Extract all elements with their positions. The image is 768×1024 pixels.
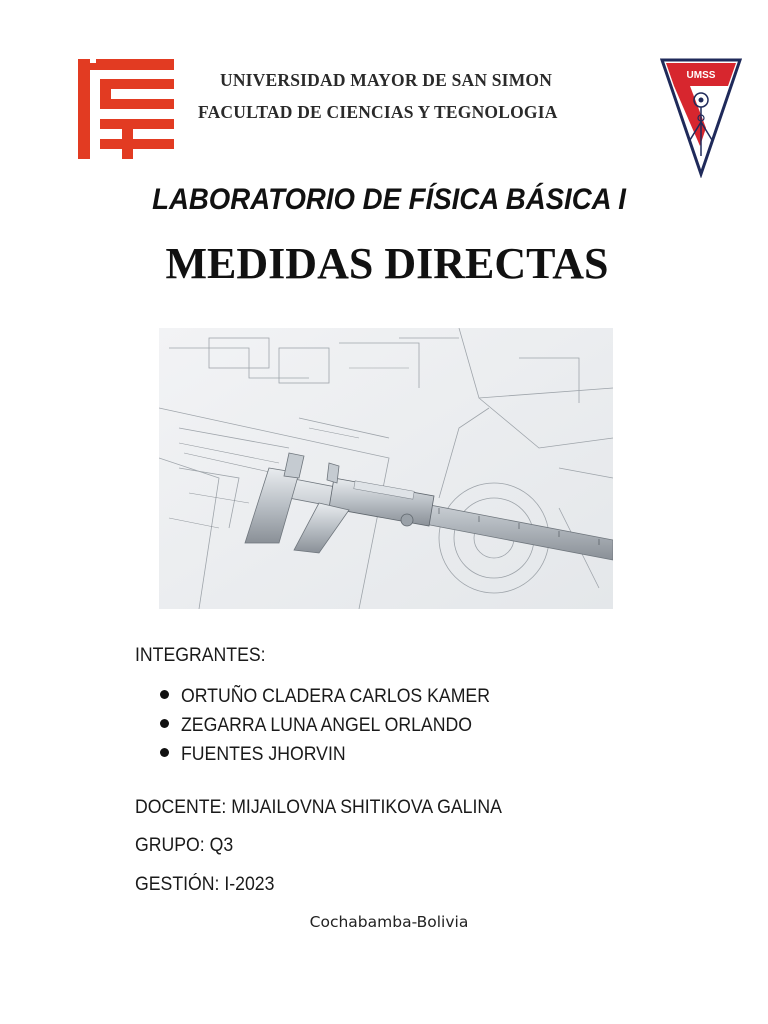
member-name: FUENTES JHORVIN: [181, 744, 346, 765]
docente-line: DOCENTE: MIJAILOVNA SHITIKOVA GALINA: [135, 797, 502, 818]
members-list: [160, 682, 513, 769]
list-item: [160, 711, 513, 740]
institution-header: [198, 64, 638, 128]
bullet-icon: [160, 690, 169, 699]
university-name: UNIVERSIDAD MAYOR DE SAN SIMON: [220, 70, 553, 90]
umss-shield-logo: [660, 56, 742, 178]
vernier-caliper-photo: [159, 328, 613, 609]
member-name: ZEGARRA LUNA ANGEL ORLANDO: [181, 715, 472, 736]
umss-logo-text: UMSS: [686, 70, 716, 81]
list-item: [160, 682, 513, 711]
integrantes-label: INTEGRANTES:: [135, 645, 266, 666]
bullet-icon: [160, 748, 169, 757]
grupo-line: GRUPO: Q3: [135, 835, 234, 856]
fcyt-logo: [72, 55, 182, 163]
bullet-icon: [160, 719, 169, 728]
place-text: Cochabamba-Bolivia: [309, 913, 469, 931]
faculty-name: FACULTAD DE CIENCIAS Y TEGNOLOGIA: [198, 102, 558, 122]
gestion-line: GESTIÓN: I-2023: [135, 874, 275, 895]
member-name: ORTUÑO CLADERA CARLOS KAMER: [181, 686, 490, 707]
main-title: MEDIDAS DIRECTAS: [165, 239, 609, 288]
list-item: [160, 740, 513, 769]
lab-title: LABORATORIO DE FÍSICA BÁSICA I: [152, 183, 626, 216]
